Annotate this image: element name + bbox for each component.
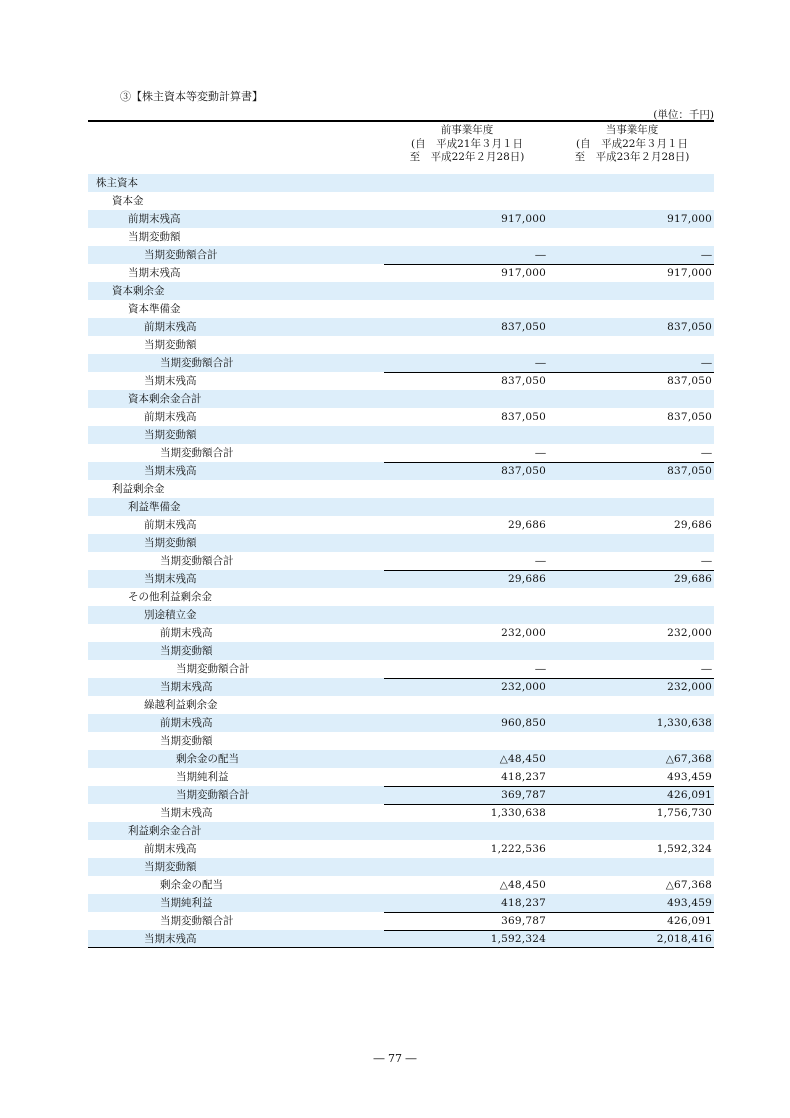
table-row — [88, 696, 714, 714]
subtotal-rule — [550, 930, 714, 931]
curr-period-value: 837,050 — [667, 411, 712, 423]
table-row — [88, 624, 714, 642]
curr-period-value: ― — [701, 447, 712, 459]
prev-period-value: 837,050 — [501, 375, 546, 387]
prev-period-value: 29,686 — [508, 519, 546, 531]
table-row — [88, 390, 714, 408]
column-header — [88, 124, 714, 174]
row-label: 当期末残高 — [144, 465, 197, 477]
prev-period-value: ― — [535, 663, 546, 675]
prev-period-value: 837,050 — [501, 321, 546, 333]
table-row — [88, 228, 714, 246]
prev-period-value: 960,850 — [501, 717, 546, 729]
subtotal-rule — [550, 804, 714, 805]
subtotal-rule — [550, 264, 714, 265]
table-row — [88, 894, 714, 912]
table-row — [88, 354, 714, 372]
table-row — [88, 372, 714, 390]
prev-period-value: ― — [535, 447, 546, 459]
curr-period-value: 917,000 — [667, 267, 712, 279]
row-label: 当期純利益 — [176, 771, 229, 783]
table-row — [88, 282, 714, 300]
row-label: 当期末残高 — [144, 375, 197, 387]
prev-period-value: 1,592,324 — [490, 933, 546, 945]
row-label: 当期変動額 — [160, 645, 213, 657]
subtotal-rule — [384, 930, 550, 931]
row-label: 前期末残高 — [144, 411, 197, 423]
table-row — [88, 678, 714, 696]
table-row — [88, 714, 714, 732]
curr-period-value: 837,050 — [667, 465, 712, 477]
prev-period-value: 29,686 — [508, 573, 546, 585]
table-row — [88, 462, 714, 480]
row-label: 株主資本 — [96, 177, 138, 189]
table-row — [88, 480, 714, 498]
subtotal-rule — [550, 462, 714, 463]
table-row — [88, 732, 714, 750]
row-label: 当期変動額 — [144, 429, 197, 441]
row-label: 当期末残高 — [128, 267, 181, 279]
table-row — [88, 210, 714, 228]
curr-period-value: △67,368 — [665, 879, 712, 891]
table-row — [88, 570, 714, 588]
table-row — [88, 840, 714, 858]
row-label: 当期変動額 — [128, 231, 181, 243]
subtotal-rule — [384, 570, 550, 571]
table-row — [88, 336, 714, 354]
header-rule — [88, 120, 714, 122]
row-label: 当期変動額 — [144, 339, 197, 351]
curr-period-value: 917,000 — [667, 213, 712, 225]
row-label: 前期末残高 — [160, 627, 213, 639]
curr-period-value: 232,000 — [667, 681, 712, 693]
row-label: 資本剰余金 — [112, 285, 165, 297]
subtotal-rule — [384, 264, 550, 265]
prev-period-value: 418,237 — [501, 897, 546, 909]
prev-period-value: 917,000 — [501, 267, 546, 279]
row-label: 繰越利益剰余金 — [144, 699, 218, 711]
prev-period-from: (自 平成21年３月１日 — [411, 137, 523, 150]
table-row — [88, 768, 714, 786]
table-row — [88, 588, 714, 606]
curr-period-value: 837,050 — [667, 321, 712, 333]
prev-period-value: 837,050 — [501, 411, 546, 423]
curr-period-from: (自 平成22年３月１日 — [576, 137, 688, 150]
subtotal-rule — [550, 372, 714, 373]
curr-period-value: ― — [701, 555, 712, 567]
prev-period-value: 232,000 — [501, 627, 546, 639]
table-row — [88, 318, 714, 336]
curr-period-value: 232,000 — [667, 627, 712, 639]
row-label: 剰余金の配当 — [176, 753, 239, 765]
prev-period-value: 917,000 — [501, 213, 546, 225]
table-row — [88, 426, 714, 444]
row-label: 前期末残高 — [144, 321, 197, 333]
row-label: 当期変動額合計 — [176, 789, 250, 801]
curr-period-value: 1,592,324 — [656, 843, 712, 855]
prev-period-to: 至 平成22年２月28日) — [409, 151, 525, 163]
row-label: 当期変動額 — [160, 735, 213, 747]
row-label: 利益剰余金 — [112, 483, 165, 495]
prev-period-value: ― — [535, 555, 546, 567]
row-label: 当期変動額合計 — [144, 249, 218, 261]
subtotal-rule — [384, 912, 550, 913]
table-row — [88, 930, 714, 948]
row-label: 当期末残高 — [144, 573, 197, 585]
table-row — [88, 822, 714, 840]
row-label: 前期末残高 — [144, 843, 197, 855]
curr-period-value: 2,018,416 — [656, 933, 712, 945]
prev-period-header — [384, 124, 550, 165]
row-label: 資本剰余金合計 — [128, 393, 202, 405]
curr-period-value: ― — [701, 249, 712, 261]
subtotal-rule — [384, 804, 550, 805]
table-row — [88, 174, 714, 192]
row-label: 当期変動額合計 — [176, 663, 250, 675]
subtotal-rule — [550, 678, 714, 679]
curr-period-value: ― — [701, 357, 712, 369]
row-label: 当期末残高 — [160, 807, 213, 819]
prev-period-value: 418,237 — [501, 771, 546, 783]
subtotal-rule — [550, 912, 714, 913]
curr-period-value: 1,330,638 — [656, 717, 712, 729]
row-label: 別途積立金 — [144, 609, 197, 621]
table-row — [88, 642, 714, 660]
row-label: 当期変動額 — [144, 537, 197, 549]
row-label: 当期純利益 — [160, 897, 213, 909]
curr-period-value: 493,459 — [667, 897, 712, 909]
subtotal-rule — [384, 678, 550, 679]
prev-period-value: △48,450 — [499, 879, 546, 891]
row-label: 利益準備金 — [128, 501, 181, 513]
subtotal-rule — [384, 786, 550, 787]
prev-period-value: △48,450 — [499, 753, 546, 765]
table-row — [88, 552, 714, 570]
prev-period-value: ― — [535, 357, 546, 369]
table-row — [88, 444, 714, 462]
row-label: 当期変動額合計 — [160, 555, 234, 567]
row-label: 当期末残高 — [144, 933, 197, 945]
statement-title: ③【株主資本等変動計算書】 — [120, 90, 263, 103]
subtotal-rule — [550, 786, 714, 787]
row-label: 資本準備金 — [128, 303, 181, 315]
row-label: 前期末残高 — [144, 519, 197, 531]
table-row — [88, 858, 714, 876]
prev-period-value: 837,050 — [501, 465, 546, 477]
row-label: 剰余金の配当 — [160, 879, 223, 891]
table-row — [88, 408, 714, 426]
prev-period-value: ― — [535, 249, 546, 261]
row-label: 利益剰余金合計 — [128, 825, 202, 837]
prev-period-value: 369,787 — [501, 915, 546, 927]
row-label: 資本金 — [112, 195, 144, 207]
prev-period-value: 232,000 — [501, 681, 546, 693]
curr-period-value: 29,686 — [674, 573, 712, 585]
table-row — [88, 912, 714, 930]
curr-period-header — [550, 124, 714, 165]
table-row — [88, 876, 714, 894]
table-row — [88, 498, 714, 516]
row-label: 当期変動額合計 — [160, 915, 234, 927]
table-row — [88, 786, 714, 804]
table-row — [88, 606, 714, 624]
curr-period-value: △67,368 — [665, 753, 712, 765]
curr-period-value: 29,686 — [674, 519, 712, 531]
curr-period-value: 426,091 — [667, 915, 712, 927]
curr-period-value: 1,756,730 — [656, 807, 712, 819]
row-label: 当期変動額 — [144, 861, 197, 873]
curr-period-title: 当事業年度 — [605, 124, 659, 136]
table-row — [88, 660, 714, 678]
subtotal-rule — [384, 372, 550, 373]
table-row — [88, 300, 714, 318]
table-row — [88, 192, 714, 210]
table-row — [88, 534, 714, 552]
page-number: ― 77 ― — [373, 1052, 417, 1065]
row-label: その他利益剰余金 — [128, 591, 212, 603]
subtotal-rule — [384, 462, 550, 463]
row-label: 前期末残高 — [128, 213, 181, 225]
table-row — [88, 750, 714, 768]
row-label: 前期末残高 — [160, 717, 213, 729]
subtotal-rule — [550, 570, 714, 571]
curr-period-value: 493,459 — [667, 771, 712, 783]
prev-period-value: 369,787 — [501, 789, 546, 801]
curr-period-value: 837,050 — [667, 375, 712, 387]
prev-period-value: 1,330,638 — [490, 807, 546, 819]
prev-period-value: 1,222,536 — [490, 843, 546, 855]
row-label: 当期変動額合計 — [160, 447, 234, 459]
table-row — [88, 516, 714, 534]
row-label: 当期末残高 — [160, 681, 213, 693]
table-row — [88, 264, 714, 282]
prev-period-title: 前事業年度 — [440, 124, 494, 136]
curr-period-to: 至 平成23年２月28日) — [574, 151, 690, 163]
unit-label: (単位：千円) — [653, 109, 714, 121]
table-bottom-rule — [88, 947, 714, 948]
curr-period-value: ― — [701, 663, 712, 675]
table-row — [88, 246, 714, 264]
equity-changes-table — [88, 174, 714, 948]
table-row — [88, 804, 714, 822]
row-label: 当期変動額合計 — [160, 357, 234, 369]
curr-period-value: 426,091 — [667, 789, 712, 801]
